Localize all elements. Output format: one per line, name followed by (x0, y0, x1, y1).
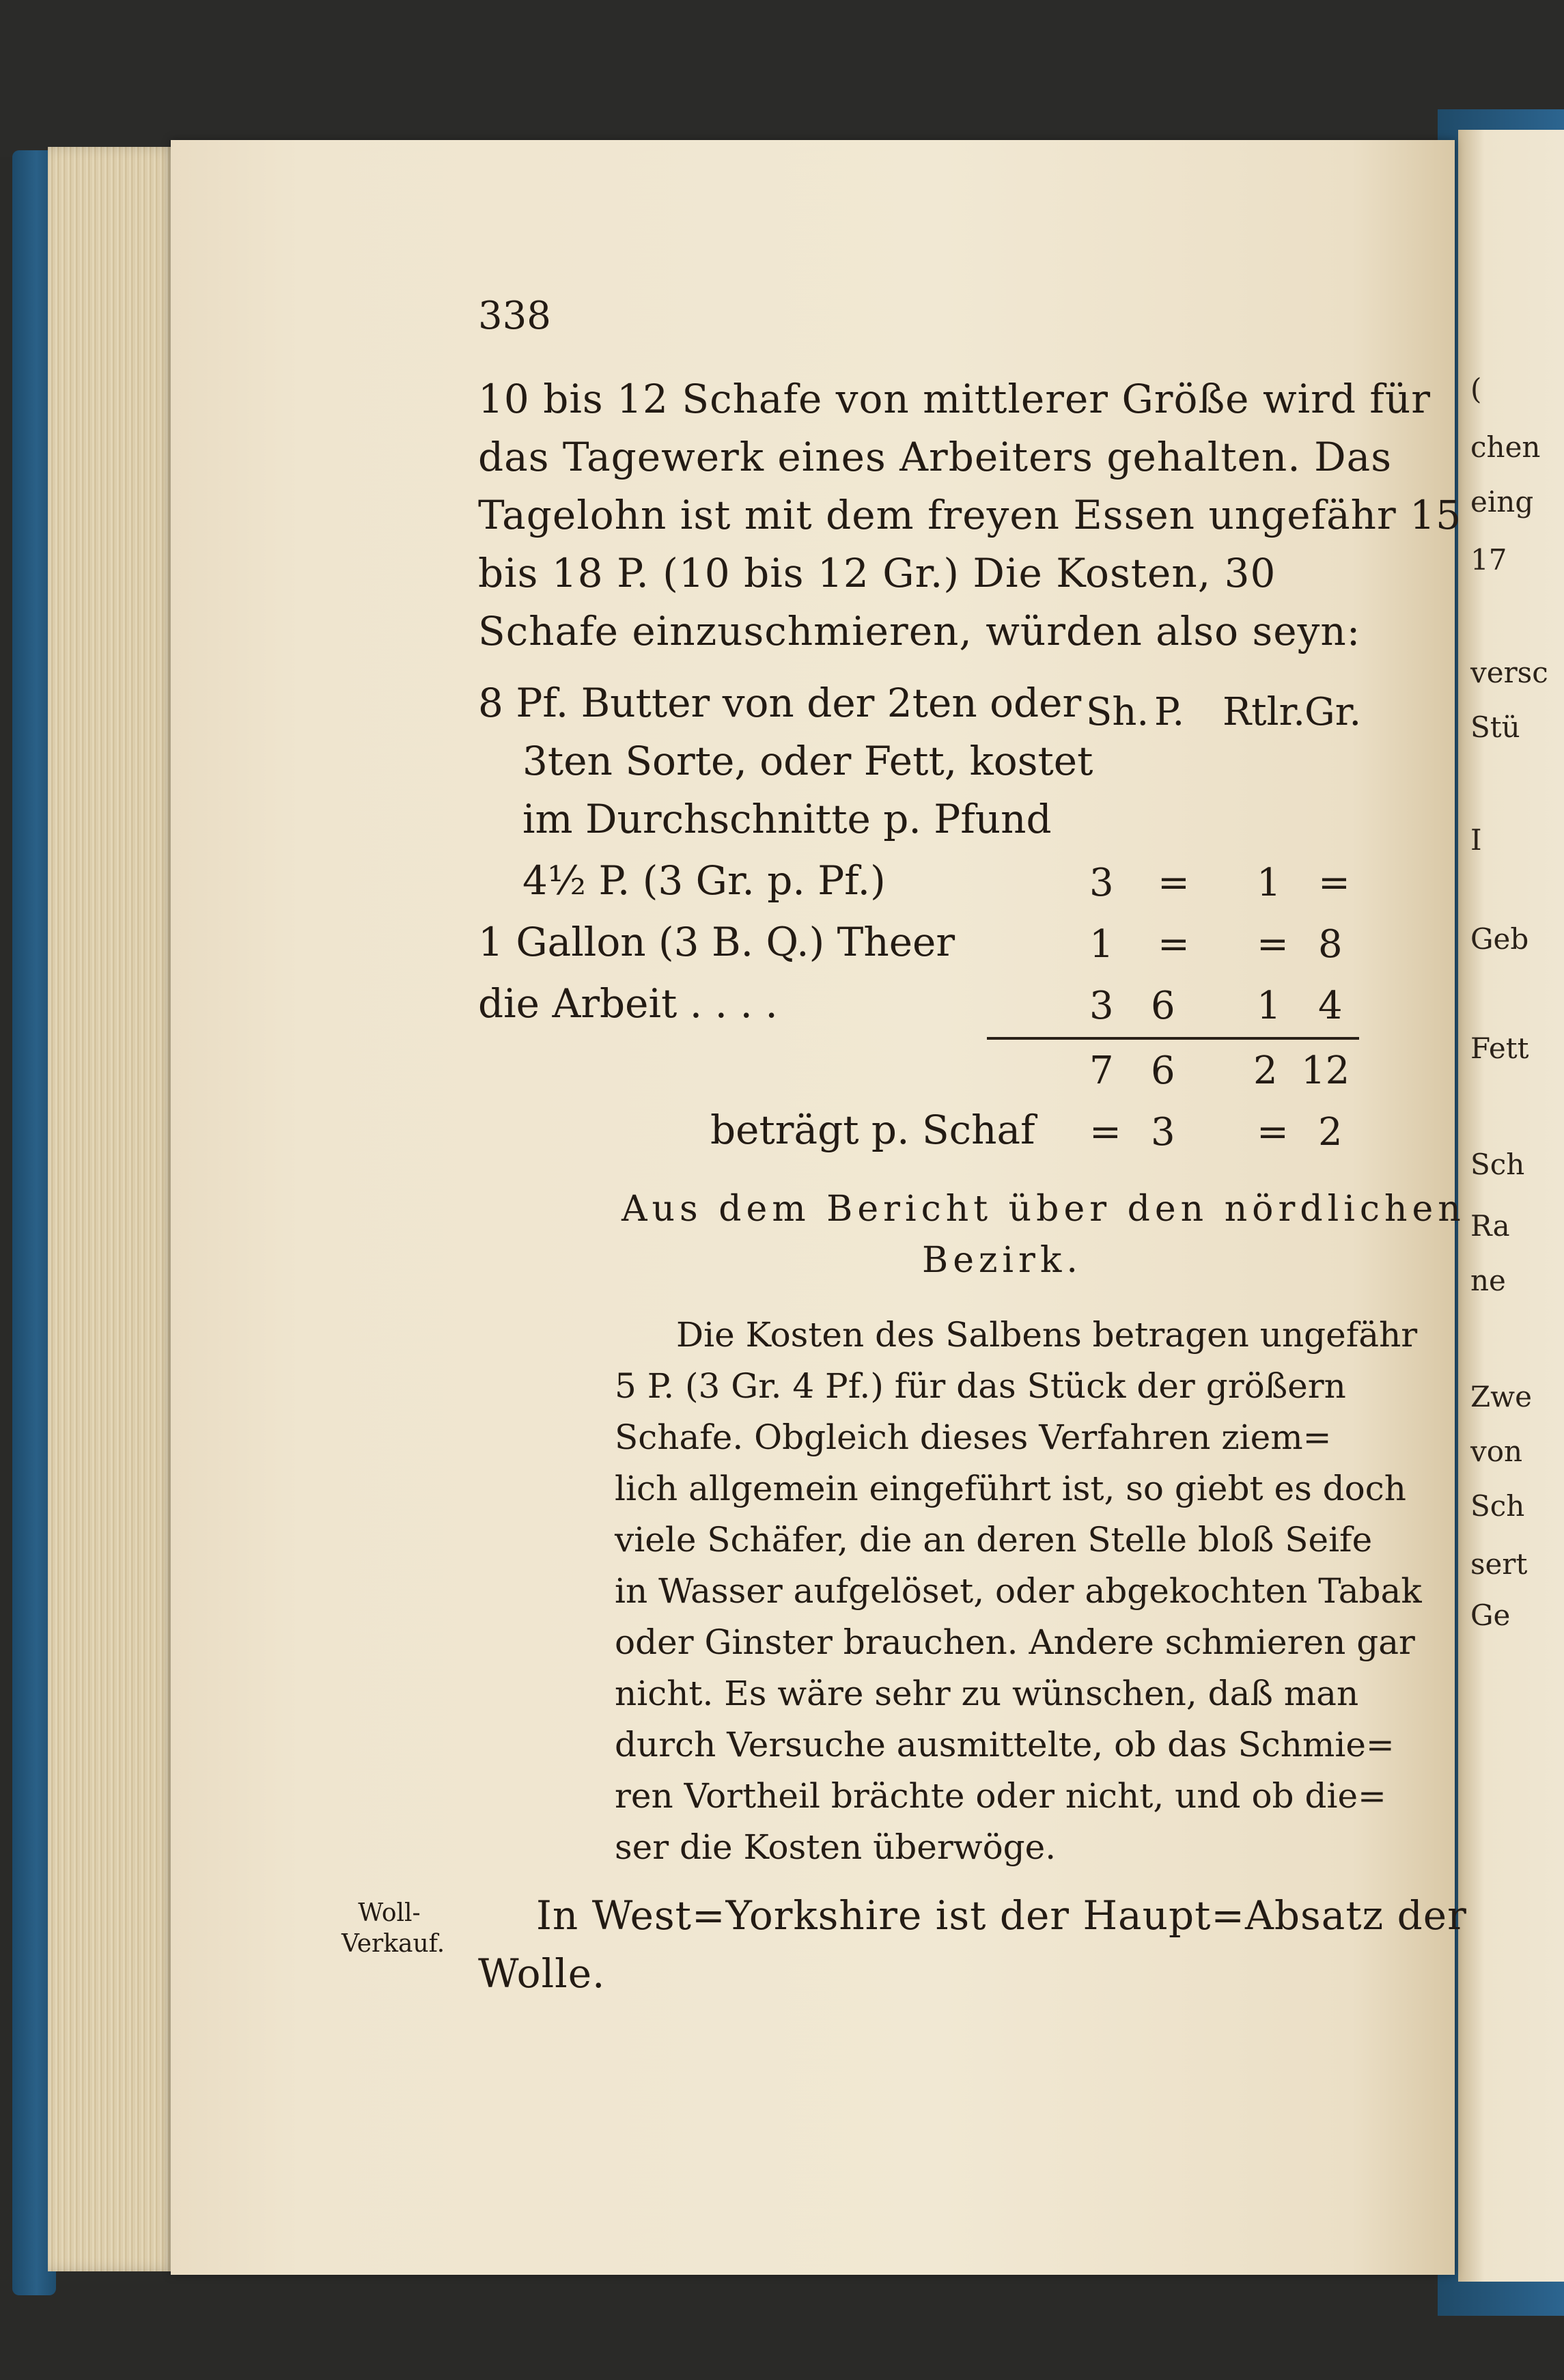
sum-rule (987, 1037, 1359, 1040)
facing-page-fragment: Ra (1470, 1209, 1510, 1243)
section-heading: Bezirk. (922, 1240, 1083, 1281)
margin-note: Woll- (358, 1899, 421, 1927)
facing-page-fragment: von (1470, 1435, 1523, 1468)
table-cell-gr: 8 (1318, 922, 1343, 967)
table-cell-gr: 4 (1318, 984, 1343, 1028)
per-sheep-label: beträgt p. Schaf (710, 1107, 1035, 1153)
table-cell-gr: = (1318, 861, 1350, 905)
facing-page-fragment: Ge (1470, 1599, 1511, 1632)
per-sheep-sh: = (1089, 1110, 1121, 1154)
table-cell-rtlr: = (1257, 922, 1289, 967)
table-cell-sh: 3 (1089, 861, 1114, 905)
facing-page-fragment: Sch (1470, 1148, 1525, 1181)
table-cell-sh: 1 (1089, 922, 1114, 967)
table-row-label: 8 Pf. Butter von der 2ten oder (478, 680, 1082, 726)
table-row-label: im Durchschnitte p. Pfund (522, 796, 1052, 842)
paragraph-line: nicht. Es wäre sehr zu wünschen, daß man (615, 1674, 1359, 1713)
table-cell-rtlr: 1 (1257, 861, 1281, 905)
text-line: das Tagewerk eines Arbeiters gehalten. Das (478, 434, 1392, 480)
margin-note: Verkauf. (341, 1930, 445, 1958)
paragraph-line: lich allgemein eingeführt ist, so giebt es doch (615, 1469, 1406, 1508)
table-cell-p: = (1158, 861, 1190, 905)
text-line: Wolle. (478, 1950, 606, 1997)
facing-page-fragment: eing (1470, 485, 1534, 518)
facing-page (1458, 130, 1564, 2282)
per-sheep-rtlr: = (1257, 1110, 1289, 1154)
text-line: In West=Yorkshire ist der Haupt=Absatz der (536, 1892, 1467, 1939)
section-heading: Aus dem Bericht über den nördlichen (622, 1189, 1466, 1230)
total-rtlr: 2 (1253, 1049, 1278, 1093)
facing-page-fragment: Zwe (1470, 1380, 1532, 1413)
paragraph-line: ren Vortheil brächte oder nicht, und ob die= (615, 1776, 1386, 1816)
facing-page-fragment: 17 (1470, 543, 1507, 577)
facing-page-fragment: ( (1470, 372, 1482, 406)
page-number: 338 (478, 294, 551, 338)
text-line: bis 18 P. (10 bis 12 Gr.) Die Kosten, 30 (478, 550, 1276, 596)
paragraph-line: viele Schäfer, die an deren Stelle bloß Seife (615, 1520, 1373, 1560)
facing-page-fragment: chen (1470, 430, 1541, 464)
paragraph-line: Die Kosten des Salbens betragen ungefähr (676, 1315, 1418, 1355)
facing-page-fragment: versc (1470, 656, 1548, 689)
table-header-rtlr: Rtlr. (1223, 690, 1305, 734)
table-cell-p: 6 (1151, 984, 1175, 1028)
paragraph-line: durch Versuche ausmittelte, ob das Schmie= (615, 1725, 1395, 1765)
background (0, 0, 1564, 157)
text-line: Tagelohn ist mit dem freyen Essen ungefähr 15 (478, 492, 1462, 538)
table-cell-p: = (1158, 922, 1190, 967)
facing-page-fragment: I (1470, 823, 1482, 857)
table-header-sh: Sh. (1086, 690, 1149, 734)
table-header-gr: Gr. (1304, 690, 1362, 734)
total-gr: 12 (1301, 1049, 1350, 1093)
table-row-label: 3ten Sorte, oder Fett, kostet (522, 738, 1093, 784)
total-p: 6 (1151, 1049, 1175, 1093)
paragraph-line: oder Ginster brauchen. Andere schmieren gar (615, 1622, 1415, 1662)
paragraph-line: in Wasser aufgelöset, oder abgekochten Tabak (615, 1571, 1422, 1611)
table-row-label: die Arbeit . . . . (478, 980, 778, 1027)
paragraph-line: Schafe. Obgleich dieses Verfahren ziem= (615, 1417, 1332, 1457)
table-header-p: P. (1154, 690, 1185, 734)
per-sheep-p: 3 (1151, 1110, 1175, 1154)
total-sh: 7 (1089, 1049, 1114, 1093)
page-edges (48, 147, 178, 2271)
paragraph-line: 5 P. (3 Gr. 4 Pf.) für das Stück der größern (615, 1366, 1346, 1406)
table-row-label: 4½ P. (3 Gr. p. Pf.) (522, 857, 886, 904)
table-row-label: 1 Gallon (3 B. Q.) Theer (478, 919, 955, 965)
facing-page-fragment: Fett (1470, 1032, 1529, 1065)
facing-page-fragment: Sch (1470, 1489, 1525, 1523)
table-cell-sh: 3 (1089, 984, 1114, 1028)
facing-page-fragment: ne (1470, 1264, 1506, 1297)
facing-page-fragment: sert (1470, 1547, 1528, 1581)
table-cell-rtlr: 1 (1257, 984, 1281, 1028)
facing-page-fragment: Geb (1470, 922, 1529, 956)
text-line: 10 bis 12 Schafe von mittlerer Größe wird für (478, 376, 1431, 422)
per-sheep-gr: 2 (1318, 1110, 1343, 1154)
facing-page-fragment: Stü (1470, 710, 1520, 744)
paragraph-line: ser die Kosten überwöge. (615, 1827, 1057, 1867)
text-line: Schafe einzuschmieren, würden also seyn: (478, 608, 1361, 654)
